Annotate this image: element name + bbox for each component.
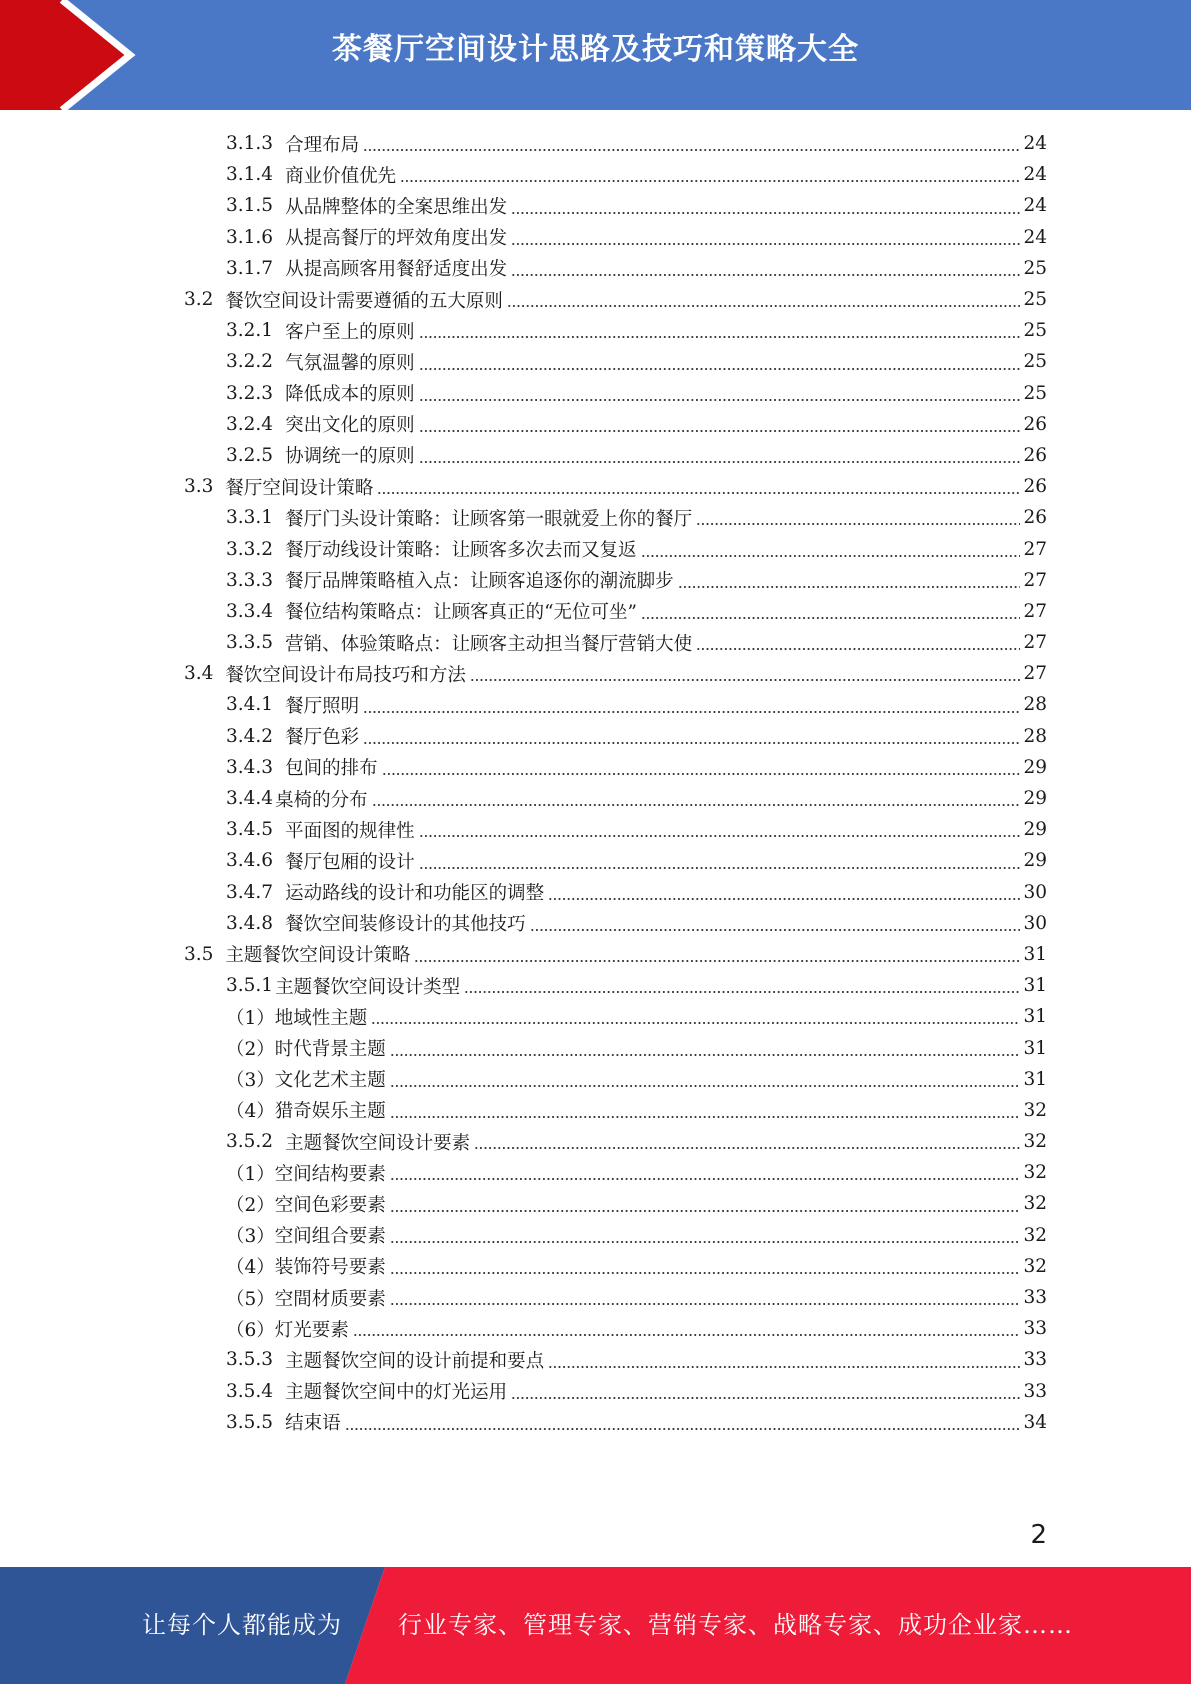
toc-entry-number: 3.4.4 bbox=[226, 788, 274, 810]
footer-slogan-right: 行业专家、管理专家、营销专家、战略专家、成功企业家…… bbox=[398, 1611, 1073, 1639]
toc-dot-leader bbox=[363, 149, 1020, 151]
toc-entry-page: 33 bbox=[1023, 1318, 1047, 1340]
toc-entry-title: 餐厅照明 bbox=[285, 695, 360, 717]
toc-entry[interactable] bbox=[0, 190, 1191, 221]
toc-entry[interactable] bbox=[0, 1282, 1191, 1313]
toc-entry-page: 24 bbox=[1023, 195, 1047, 217]
toc-entry-title: 时代背景主题 bbox=[274, 1039, 386, 1061]
toc-entry-number: 3.2.3 bbox=[226, 382, 274, 404]
toc-entry-page: 28 bbox=[1023, 725, 1047, 747]
toc-entry[interactable] bbox=[0, 502, 1191, 533]
document-title: 茶餐厅空间设计思路及技巧和策略大全 bbox=[332, 32, 859, 67]
toc-dot-leader bbox=[363, 742, 1020, 744]
toc-entry-number: 3.4.1 bbox=[226, 694, 274, 716]
toc-dot-leader bbox=[641, 555, 1020, 557]
toc-dot-leader bbox=[511, 212, 1020, 214]
toc-entry-page: 29 bbox=[1023, 788, 1047, 810]
toc-entry-title: 餐饮空间装修设计的其他技巧 bbox=[285, 914, 526, 936]
toc-entry-title: 餐饮空间设计需要遵循的五大原则 bbox=[225, 290, 503, 312]
toc-entry[interactable] bbox=[0, 346, 1191, 377]
toc-entry[interactable] bbox=[0, 440, 1191, 471]
toc-dot-leader bbox=[382, 773, 1020, 775]
toc-entry-number: 3.4.3 bbox=[226, 756, 274, 778]
toc-entry-page: 30 bbox=[1023, 881, 1047, 903]
toc-entry-title: 商业价值优先 bbox=[285, 165, 397, 187]
toc-entry-page: 31 bbox=[1023, 975, 1047, 997]
toc-entry[interactable] bbox=[0, 689, 1191, 720]
toc-entry[interactable] bbox=[0, 1376, 1191, 1407]
toc-entry-number: （4） bbox=[226, 1257, 275, 1279]
toc-dot-leader bbox=[390, 1241, 1020, 1243]
toc-entry-title: 地域性主题 bbox=[274, 1007, 368, 1029]
toc-entry-title: 主题餐饮空间的设计前提和要点 bbox=[285, 1350, 545, 1372]
toc-dot-leader bbox=[372, 804, 1020, 806]
toc-entry-title: 餐厅包厢的设计 bbox=[285, 851, 415, 873]
toc-entry-number: 3.4 bbox=[184, 663, 214, 685]
toc-entry[interactable] bbox=[0, 222, 1191, 253]
toc-entry-number: 3.2.1 bbox=[226, 320, 274, 342]
toc-dot-leader bbox=[507, 305, 1020, 307]
toc-entry-page: 24 bbox=[1023, 226, 1047, 248]
toc-entry[interactable] bbox=[0, 1220, 1191, 1251]
toc-dot-leader bbox=[548, 1366, 1020, 1368]
toc-entry[interactable] bbox=[0, 970, 1191, 1001]
toc-dot-leader bbox=[419, 368, 1020, 370]
toc-entry[interactable] bbox=[0, 1157, 1191, 1188]
toc-entry-number: 3.1.7 bbox=[226, 257, 274, 279]
toc-entry-title: 从提高餐厅的坪效角度出发 bbox=[285, 228, 508, 250]
toc-entry-title: 营销、体验策略点：让顾客主动担当餐厅营销大使 bbox=[285, 633, 693, 655]
toc-entry-title: 空间组合要素 bbox=[274, 1226, 386, 1248]
toc-dot-leader bbox=[363, 711, 1020, 713]
toc-entry-title: 餐厅品牌策略植入点：让顾客追逐你的潮流脚步 bbox=[285, 571, 674, 593]
toc-entry-number: 3.2.2 bbox=[226, 351, 274, 373]
toc-entry-title: 合理布局 bbox=[285, 134, 360, 156]
toc-entry-number: 3.2.4 bbox=[226, 413, 274, 435]
toc-dot-leader bbox=[414, 960, 1020, 962]
toc-entry-title: 餐厅动线设计策略：让顾客多次去而又复返 bbox=[285, 540, 637, 562]
toc-entry[interactable] bbox=[0, 253, 1191, 284]
toc-dot-leader bbox=[419, 430, 1020, 432]
toc-entry[interactable] bbox=[0, 1032, 1191, 1063]
toc-entry-page: 33 bbox=[1023, 1349, 1047, 1371]
toc-entry-number: 3.5 bbox=[184, 943, 214, 965]
toc-entry[interactable] bbox=[0, 471, 1191, 502]
toc-dot-leader bbox=[696, 523, 1020, 525]
toc-entry-number: 3.5.4 bbox=[226, 1380, 274, 1402]
toc-entry-page: 29 bbox=[1023, 756, 1047, 778]
toc-entry-number: 3.2 bbox=[184, 289, 214, 311]
page-footer bbox=[0, 1567, 1191, 1684]
toc-entry-title: 餐饮空间设计布局技巧和方法 bbox=[225, 664, 466, 686]
toc-entry-title: 结束语 bbox=[285, 1413, 341, 1435]
toc-entry-number: （3） bbox=[226, 1226, 275, 1248]
toc-dot-leader bbox=[470, 679, 1020, 681]
toc-dot-leader bbox=[530, 929, 1020, 931]
toc-dot-leader bbox=[353, 1334, 1020, 1336]
toc-entry[interactable] bbox=[0, 128, 1191, 159]
toc-entry-page: 33 bbox=[1023, 1287, 1047, 1309]
toc-entry-page: 27 bbox=[1023, 600, 1047, 622]
toc-dot-leader bbox=[419, 835, 1020, 837]
toc-entry-page: 32 bbox=[1023, 1224, 1047, 1246]
toc-entry[interactable] bbox=[0, 533, 1191, 564]
toc-entry-title: 降低成本的原则 bbox=[285, 384, 415, 406]
toc-entry-page: 25 bbox=[1023, 351, 1047, 373]
toc-dot-leader bbox=[474, 1147, 1020, 1149]
toc-dot-leader bbox=[390, 1054, 1020, 1056]
toc-entry-number: 3.1.4 bbox=[226, 164, 274, 186]
footer-slogan-left: 让每个人都能成为 bbox=[142, 1611, 342, 1639]
toc-entry-page: 32 bbox=[1023, 1255, 1047, 1277]
toc-entry-title: 猎奇娱乐主题 bbox=[274, 1101, 386, 1123]
toc-entry-page: 32 bbox=[1023, 1131, 1047, 1153]
toc-entry[interactable] bbox=[0, 1344, 1191, 1375]
toc-entry-number: 3.4.8 bbox=[226, 912, 274, 934]
toc-dot-leader bbox=[419, 399, 1020, 401]
toc-entry[interactable] bbox=[0, 1188, 1191, 1219]
toc-entry-number: 3.4.7 bbox=[226, 881, 274, 903]
toc-entry-number: 3.3.3 bbox=[226, 569, 274, 591]
toc-entry-page: 24 bbox=[1023, 164, 1047, 186]
toc-entry-page: 26 bbox=[1023, 507, 1047, 529]
toc-entry-page: 29 bbox=[1023, 819, 1047, 841]
toc-entry-title: 装饰符号要素 bbox=[274, 1257, 386, 1279]
toc-entry-number: （3） bbox=[226, 1070, 275, 1092]
toc-entry-title: 突出文化的原则 bbox=[285, 415, 415, 437]
toc-entry-number: 3.1.5 bbox=[226, 195, 274, 217]
toc-dot-leader bbox=[419, 336, 1020, 338]
toc-entry-page: 32 bbox=[1023, 1099, 1047, 1121]
toc-entry-page: 31 bbox=[1023, 943, 1047, 965]
toc-dot-leader bbox=[511, 274, 1020, 276]
toc-dot-leader bbox=[548, 898, 1020, 900]
toc-entry-number: 3.3 bbox=[184, 476, 214, 498]
toc-entry-number: 3.1.6 bbox=[226, 226, 274, 248]
toc-entry[interactable] bbox=[0, 565, 1191, 596]
toc-entry-title: 协调统一的原则 bbox=[285, 446, 415, 468]
toc-entry-page: 27 bbox=[1023, 632, 1047, 654]
toc-entry-number: 3.5.3 bbox=[226, 1349, 274, 1371]
toc-entry-page: 31 bbox=[1023, 1037, 1047, 1059]
toc-dot-leader bbox=[464, 991, 1020, 993]
toc-entry-title: 文化艺术主题 bbox=[274, 1070, 386, 1092]
toc-dot-leader bbox=[390, 1085, 1020, 1087]
toc-entry-title: 主题餐饮空间中的灯光运用 bbox=[285, 1382, 508, 1404]
toc-entry[interactable] bbox=[0, 1126, 1191, 1157]
toc-entry[interactable] bbox=[0, 1064, 1191, 1095]
toc-dot-leader bbox=[419, 867, 1020, 869]
toc-entry-title: 气氛温馨的原则 bbox=[285, 352, 415, 374]
toc-entry[interactable] bbox=[0, 284, 1191, 315]
page-number: 2 bbox=[1030, 1520, 1047, 1550]
toc-entry-number: （1） bbox=[226, 1007, 275, 1029]
toc-entry-page: 26 bbox=[1023, 476, 1047, 498]
toc-entry-page: 31 bbox=[1023, 1006, 1047, 1028]
toc-entry[interactable] bbox=[0, 721, 1191, 752]
toc-entry[interactable] bbox=[0, 409, 1191, 440]
toc-entry-number: 3.3.4 bbox=[226, 600, 274, 622]
toc-entry-number: 3.1.3 bbox=[226, 133, 274, 155]
toc-entry-number: 3.5.5 bbox=[226, 1411, 274, 1433]
toc-entry[interactable] bbox=[0, 1313, 1191, 1344]
toc-entry-page: 32 bbox=[1023, 1193, 1047, 1215]
toc-entry-title: 主题餐饮空间设计类型 bbox=[275, 976, 461, 998]
toc-entry[interactable] bbox=[0, 315, 1191, 346]
toc-entry-title: 从品牌整体的全案思维出发 bbox=[285, 196, 508, 218]
toc-dot-leader bbox=[678, 586, 1020, 588]
toc-dot-leader bbox=[390, 1303, 1020, 1305]
toc-dot-leader bbox=[390, 1210, 1020, 1212]
toc-entry-page: 27 bbox=[1023, 538, 1047, 560]
toc-entry-page: 32 bbox=[1023, 1162, 1047, 1184]
toc-dot-leader bbox=[400, 180, 1020, 182]
toc-entry-page: 27 bbox=[1023, 663, 1047, 685]
toc-entry-page: 25 bbox=[1023, 320, 1047, 342]
toc-entry-number: 3.5.2 bbox=[226, 1131, 274, 1153]
toc-entry-page: 31 bbox=[1023, 1068, 1047, 1090]
toc-entry-title: 客户至上的原则 bbox=[285, 321, 415, 343]
toc-dot-leader bbox=[390, 1116, 1020, 1118]
toc-dot-leader bbox=[511, 243, 1020, 245]
toc-entry-number: 3.4.5 bbox=[226, 819, 274, 841]
toc-dot-leader bbox=[511, 1397, 1020, 1399]
toc-dot-leader bbox=[390, 1272, 1020, 1274]
toc-entry-page: 29 bbox=[1023, 850, 1047, 872]
toc-entry-page: 28 bbox=[1023, 694, 1047, 716]
toc-entry-page: 33 bbox=[1023, 1380, 1047, 1402]
toc-entry-number: 3.3.1 bbox=[226, 507, 274, 529]
toc-entry[interactable] bbox=[0, 159, 1191, 190]
page-header bbox=[0, 0, 1191, 110]
toc-entry[interactable] bbox=[0, 1001, 1191, 1032]
toc-entry[interactable] bbox=[0, 596, 1191, 627]
toc-entry-number: 3.4.6 bbox=[226, 850, 274, 872]
toc-dot-leader bbox=[371, 1022, 1020, 1024]
toc-entry-title: 从提高顾客用餐舒适度出发 bbox=[285, 259, 508, 281]
toc-entry-page: 25 bbox=[1023, 257, 1047, 279]
toc-entry-title: 桌椅的分布 bbox=[275, 789, 368, 811]
toc-entry-title: 灯光要素 bbox=[274, 1319, 349, 1341]
toc-dot-leader bbox=[377, 492, 1020, 494]
toc-entry[interactable] bbox=[0, 658, 1191, 689]
toc-entry-number: 3.2.5 bbox=[226, 444, 274, 466]
toc-entry-title: 空间色彩要素 bbox=[274, 1194, 386, 1216]
toc-entry-number: （1） bbox=[226, 1163, 275, 1185]
toc-entry-title: 主题餐饮空间设计要素 bbox=[285, 1132, 471, 1154]
toc-entry-page: 26 bbox=[1023, 413, 1047, 435]
toc-entry-number: 3.5.1 bbox=[226, 975, 274, 997]
toc-entry-page: 24 bbox=[1023, 133, 1047, 155]
toc-dot-leader bbox=[641, 617, 1020, 619]
toc-entry[interactable] bbox=[0, 939, 1191, 970]
toc-entry-title: 餐位结构策略点：让顾客真正的“无位可坐” bbox=[285, 602, 637, 624]
toc-entry-title: 运动路线的设计和功能区的调整 bbox=[285, 883, 545, 905]
toc-entry-number: （5） bbox=[226, 1288, 275, 1310]
toc-entry-title: 空间结构要素 bbox=[274, 1163, 386, 1185]
toc-entry-number: （2） bbox=[226, 1039, 275, 1061]
toc-entry-title: 平面图的规律性 bbox=[285, 820, 415, 842]
toc-entry[interactable] bbox=[0, 1407, 1191, 1438]
toc-entry-number: 3.3.5 bbox=[226, 632, 274, 654]
toc-entry-number: （2） bbox=[226, 1194, 275, 1216]
toc-entry-title: 餐厅空间设计策略 bbox=[225, 477, 374, 499]
toc-dot-leader bbox=[419, 461, 1020, 463]
toc-entry-page: 34 bbox=[1023, 1411, 1047, 1433]
toc-entry-title: 主题餐饮空间设计策略 bbox=[225, 945, 411, 967]
toc-entry[interactable] bbox=[0, 845, 1191, 876]
toc-entry[interactable] bbox=[0, 877, 1191, 908]
toc-entry-page: 25 bbox=[1023, 382, 1047, 404]
toc-entry-title: 餐厅门头设计策略：让顾客第一眼就爱上你的餐厅 bbox=[285, 508, 693, 530]
toc-entry-number: 3.4.2 bbox=[226, 725, 274, 747]
toc-entry-page: 27 bbox=[1023, 569, 1047, 591]
toc-dot-leader bbox=[345, 1428, 1020, 1430]
toc-entry[interactable] bbox=[0, 1095, 1191, 1126]
toc-entry-title: 餐厅色彩 bbox=[285, 727, 360, 749]
toc-dot-leader bbox=[696, 648, 1020, 650]
toc-entry[interactable] bbox=[0, 752, 1191, 783]
toc-entry[interactable] bbox=[0, 1251, 1191, 1282]
toc-entry[interactable] bbox=[0, 908, 1191, 939]
toc-entry-page: 26 bbox=[1023, 444, 1047, 466]
toc-entry-number: （4） bbox=[226, 1101, 275, 1123]
toc-entry-page: 30 bbox=[1023, 912, 1047, 934]
toc-entry[interactable] bbox=[0, 378, 1191, 409]
table-of-contents bbox=[0, 128, 1191, 1438]
toc-entry-title: 包间的排布 bbox=[285, 758, 378, 780]
toc-entry-number: （6） bbox=[226, 1319, 275, 1341]
toc-entry-page: 25 bbox=[1023, 289, 1047, 311]
toc-entry-title: 空間材质要素 bbox=[274, 1288, 386, 1310]
toc-entry[interactable] bbox=[0, 783, 1191, 814]
toc-entry-number: 3.3.2 bbox=[226, 538, 274, 560]
toc-entry[interactable] bbox=[0, 814, 1191, 845]
toc-dot-leader bbox=[390, 1178, 1020, 1180]
toc-entry[interactable] bbox=[0, 627, 1191, 658]
